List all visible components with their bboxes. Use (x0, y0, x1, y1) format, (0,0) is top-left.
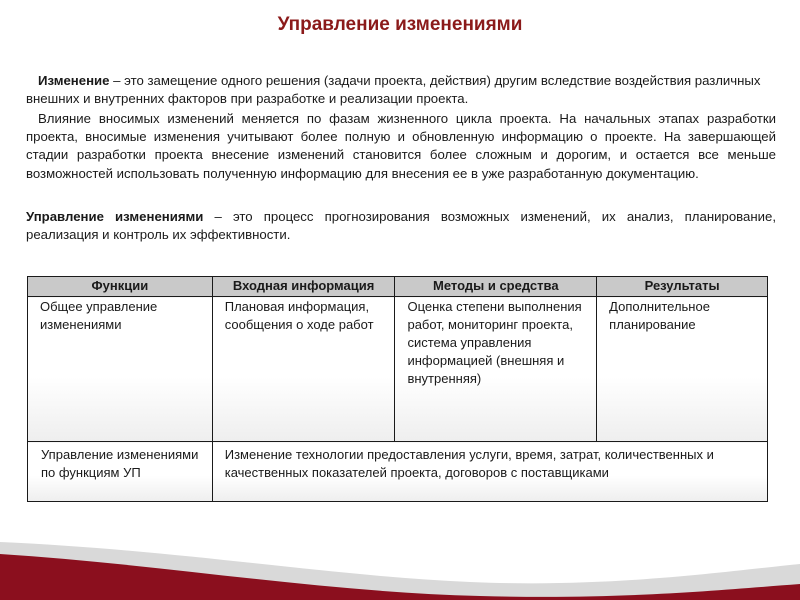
cell-input-info: Плановая информация, сообщения о ходе работ (212, 297, 395, 442)
definition-change-text: – это замещение одного решения (задачи проекта, действия) другим вследствие воздействия различных внешних и внутренних факторов при разработке и реализации проекта. (26, 73, 761, 107)
slide-title: Управление изменениями (277, 14, 523, 35)
definition-change-management (26, 208, 776, 244)
cell-methods: Оценка степени выполнения работ, мониторинг проекта, система управления информацией (внешняя и внутренняя) (395, 297, 597, 442)
header-input-info: Входная информация (212, 277, 395, 297)
table-header-row (28, 277, 768, 297)
cell-results: Дополнительное планирование (597, 297, 768, 442)
header-methods: Методы и средства (395, 277, 597, 297)
paragraph-influence (26, 110, 776, 183)
term-change: Изменение (38, 73, 110, 88)
definition-change (26, 72, 776, 108)
functions-table (27, 276, 768, 502)
header-functions: Функции (28, 277, 213, 297)
table-row (28, 297, 768, 442)
header-results: Результаты (597, 277, 768, 297)
cell-function: Управление изменениями по функциям УП (28, 442, 213, 502)
definition-change-management-text: – это процесс прогнозирования возможных изменений, их анализ, планирование, реализация и контроль их эффективности. (26, 209, 776, 243)
decorative-wave (0, 510, 800, 600)
table-row (28, 442, 768, 502)
term-change-management: Управление изменениями (26, 209, 204, 224)
paragraph-influence-text: Влияние вносимых изменений меняется по фазам жизненного цикла проекта. На начальных этапах разработки проекта, вносимые изменения учитывают более полную и обновленную информацию о проекте. На завершающей стадии разработки проекта внесение изменений становится более сложным и дорогим, и остается все меньше возможностей использовать полученную информацию для внесения ее в уже разработанную документацию. (26, 111, 776, 181)
cell-function: Общее управление изменениями (28, 297, 213, 442)
cell-merged-details: Изменение технологии предоставления услуги, время, затрат, количественных и качественных показателей проекта, договоров с поставщиками (212, 442, 767, 502)
